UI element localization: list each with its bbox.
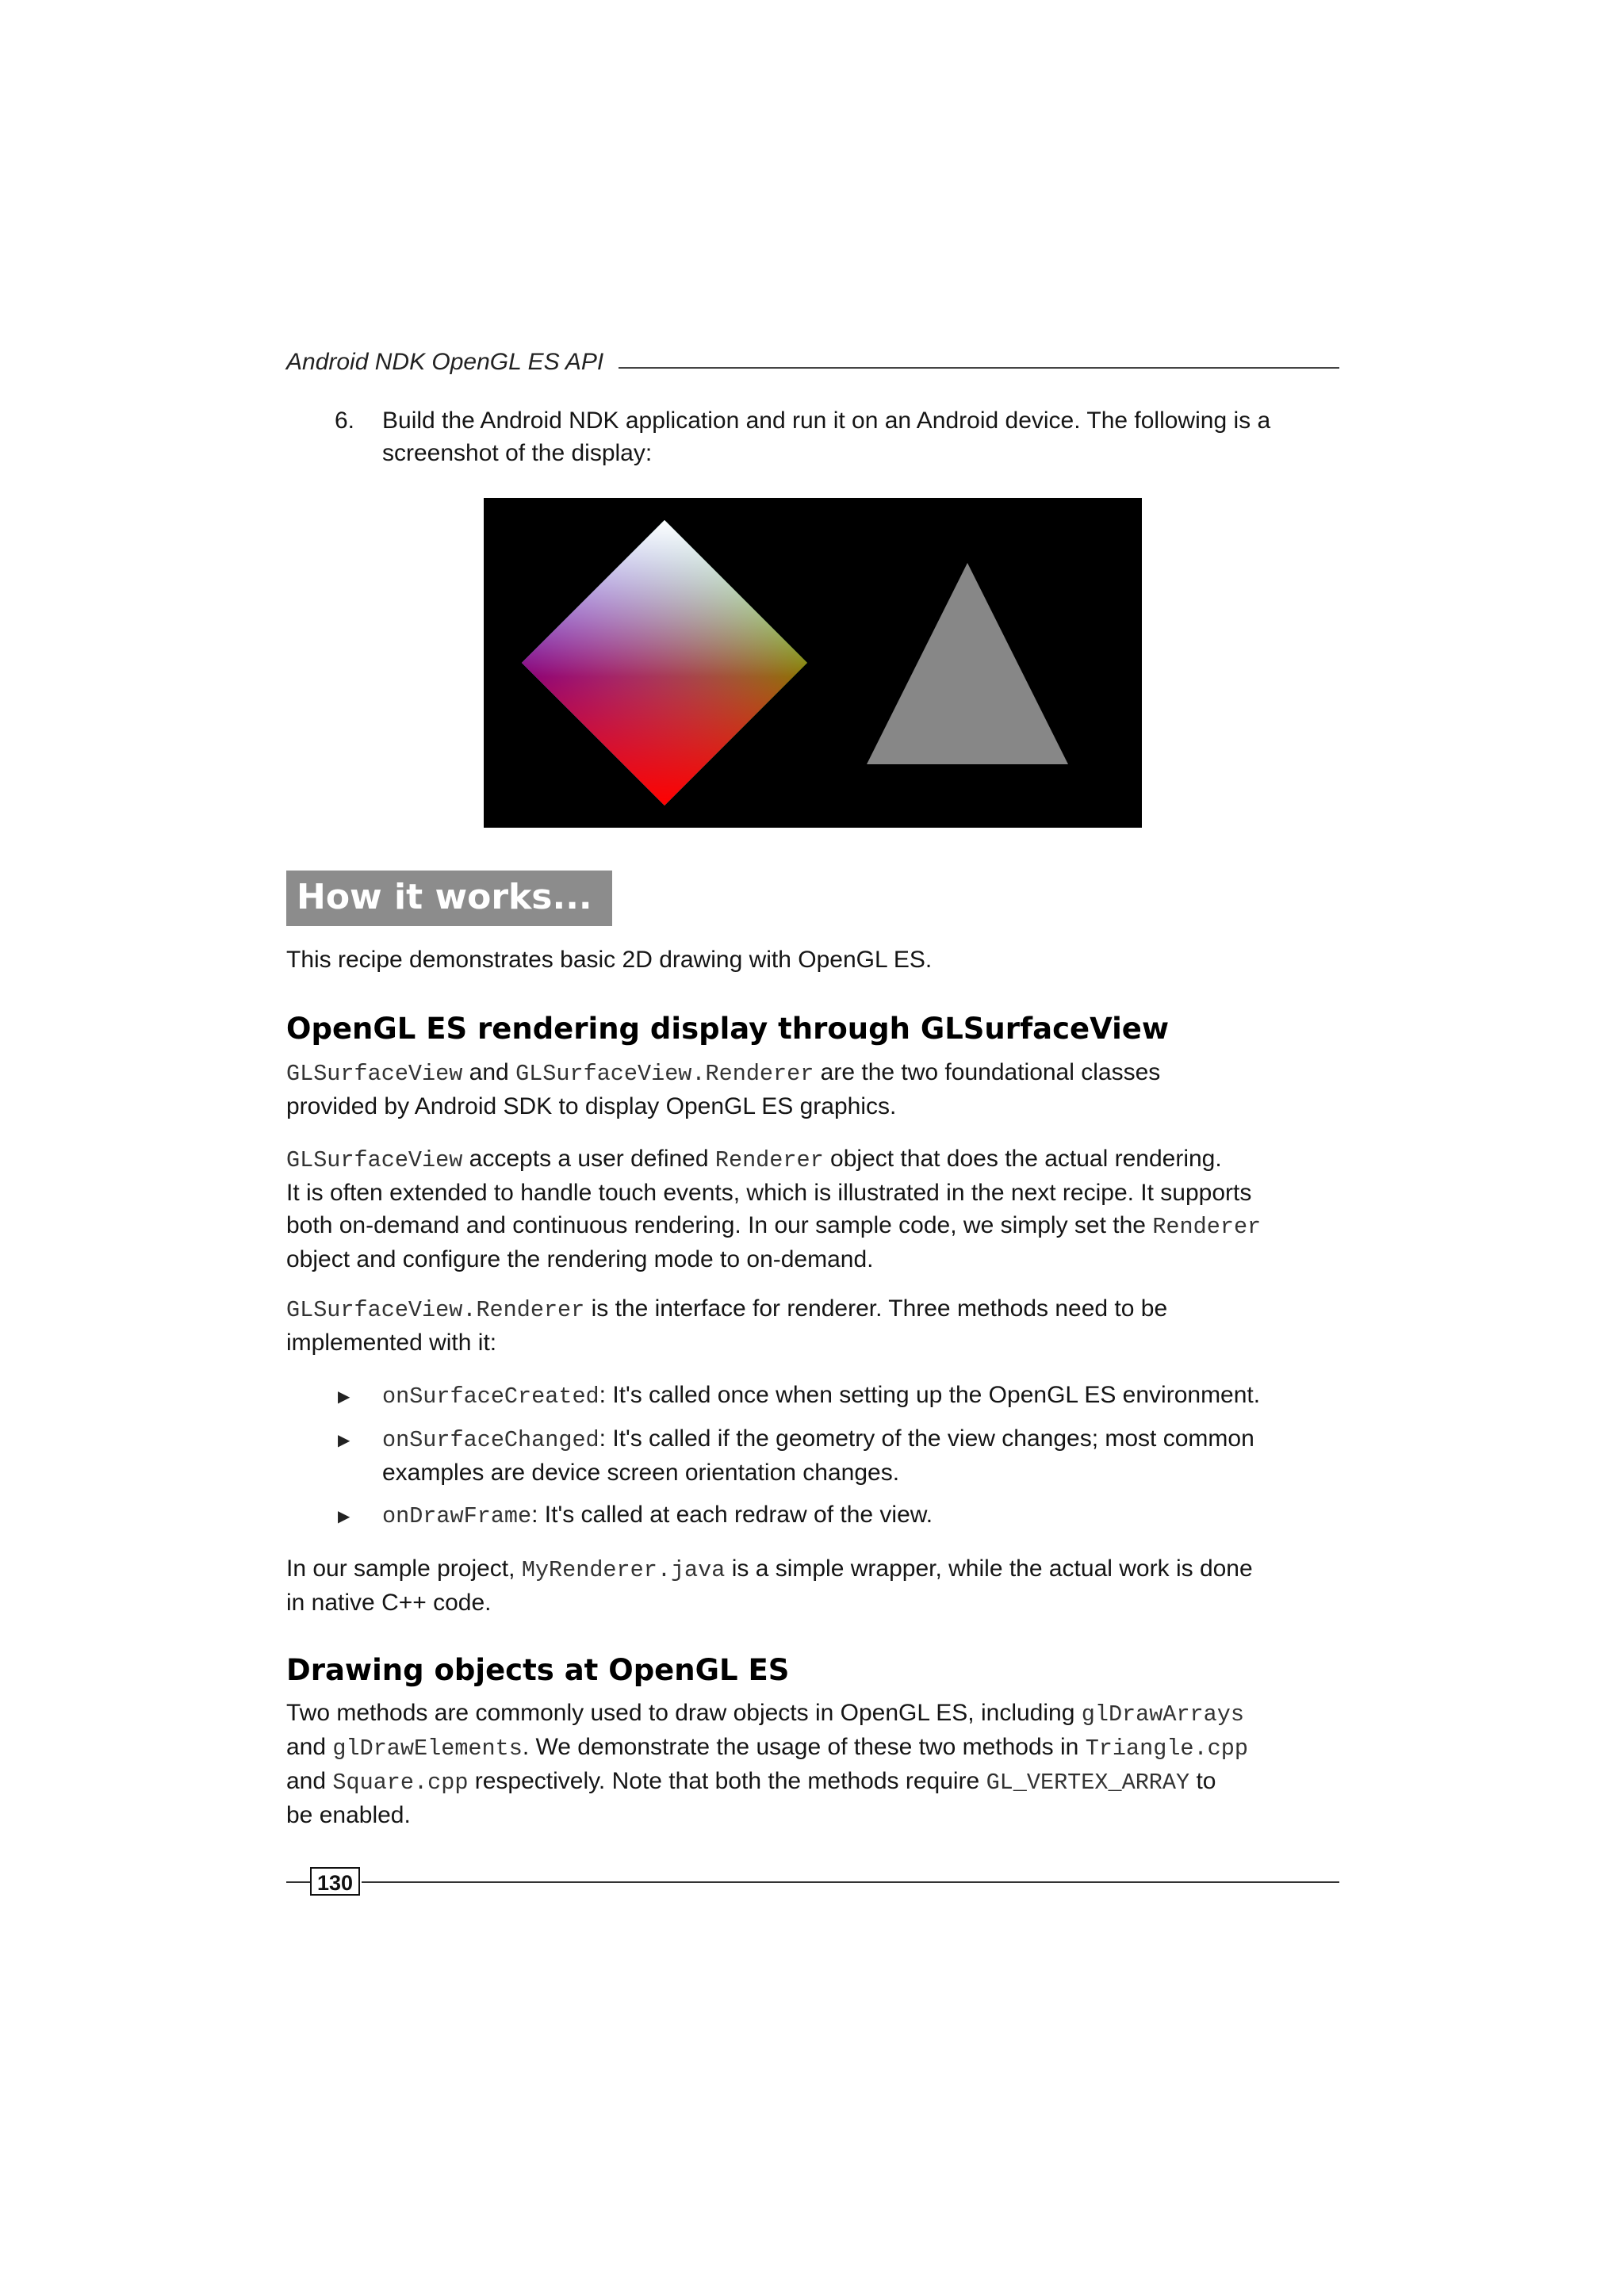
code-gldrawarrays: glDrawArrays — [1081, 1701, 1244, 1728]
step-number: 6. — [335, 408, 355, 434]
subsection-heading-glsurfaceview: OpenGL ES rendering display through GLSurfaceView — [286, 1012, 1170, 1046]
code-onsurfacechanged: onSurfaceChanged — [382, 1427, 599, 1453]
list-item: onDrawFrame: It's called at each redraw of the view. — [382, 1502, 933, 1529]
code-glsurfaceview: GLSurfaceView — [286, 1147, 463, 1173]
paragraph-draw-methods: Two methods are commonly used to draw objects in OpenGL ES, including glDrawArrays and glDrawElements. We demonstrate the usage of these two methods in Triangle.cpp and Square.cpp respectively. Note that both the methods require GL_VERTEX_ARRAY to be enabled. — [286, 1700, 1248, 1828]
code-onsurfacecreated: onSurfaceCreated — [382, 1383, 599, 1410]
code-renderer: Renderer — [1152, 1214, 1262, 1240]
header-rule — [619, 367, 1339, 369]
footer-rule — [362, 1881, 1339, 1883]
footer-rule — [286, 1881, 310, 1883]
paragraph-classes: GLSurfaceView and GLSurfaceView.Renderer are the two foundational classes provided by Android SDK to display OpenGL ES graphics. — [286, 1059, 1161, 1119]
section-title: How it works... — [297, 877, 592, 917]
bullet-icon: ▶ — [338, 1432, 350, 1449]
bullet-icon: ▶ — [338, 1508, 350, 1525]
bullet-icon: ▶ — [338, 1388, 350, 1406]
code-gl-vertex-array: GL_VERTEX_ARRAY — [986, 1770, 1190, 1796]
device-screenshot — [484, 498, 1142, 828]
step-text: Build the Android NDK application and run it on an Android device. The following is a screenshot of the display: — [382, 408, 1271, 466]
intro-paragraph: This recipe demonstrates basic 2D drawing with OpenGL ES. — [286, 947, 933, 973]
code-renderer-interface: GLSurfaceView.Renderer — [286, 1297, 585, 1323]
code-renderer-class: GLSurfaceView.Renderer — [515, 1061, 814, 1087]
list-item: onSurfaceCreated: It's called once when setting up the OpenGL ES environment. — [382, 1382, 1261, 1410]
paragraph-interface: GLSurfaceView.Renderer is the interface for renderer. Three methods need to be implemented with it: — [286, 1295, 1168, 1356]
code-square-cpp: Square.cpp — [332, 1770, 469, 1796]
code-renderer: Renderer — [714, 1147, 824, 1173]
page-number: 130 — [310, 1867, 360, 1896]
paragraph-renderer: GLSurfaceView accepts a user defined Renderer object that does the actual rendering. It is often extended to handle touch events, which is illustrated in the next recipe. It supports both on-demand and continuous rendering. In our sample code, we simply set the Renderer object and configure the rendering mode to on-demand. — [286, 1146, 1262, 1272]
code-triangle-cpp: Triangle.cpp — [1085, 1735, 1248, 1762]
running-header: Android NDK OpenGL ES API — [286, 349, 604, 375]
code-gldrawelements: glDrawElements — [332, 1735, 523, 1762]
subsection-heading-drawing: Drawing objects at OpenGL ES — [286, 1653, 790, 1687]
paragraph-sample-project: In our sample project, MyRenderer.java is a simple wrapper, while the actual work is done in native C++ code. — [286, 1556, 1253, 1616]
list-item: onSurfaceChanged: It's called if the geometry of the view changes; most common examples are device screen orientation changes. — [382, 1425, 1254, 1486]
code-ondrawframe: onDrawFrame — [382, 1503, 532, 1529]
code-glsurfaceview: GLSurfaceView — [286, 1061, 463, 1087]
code-myrenderer: MyRenderer.java — [521, 1557, 726, 1583]
